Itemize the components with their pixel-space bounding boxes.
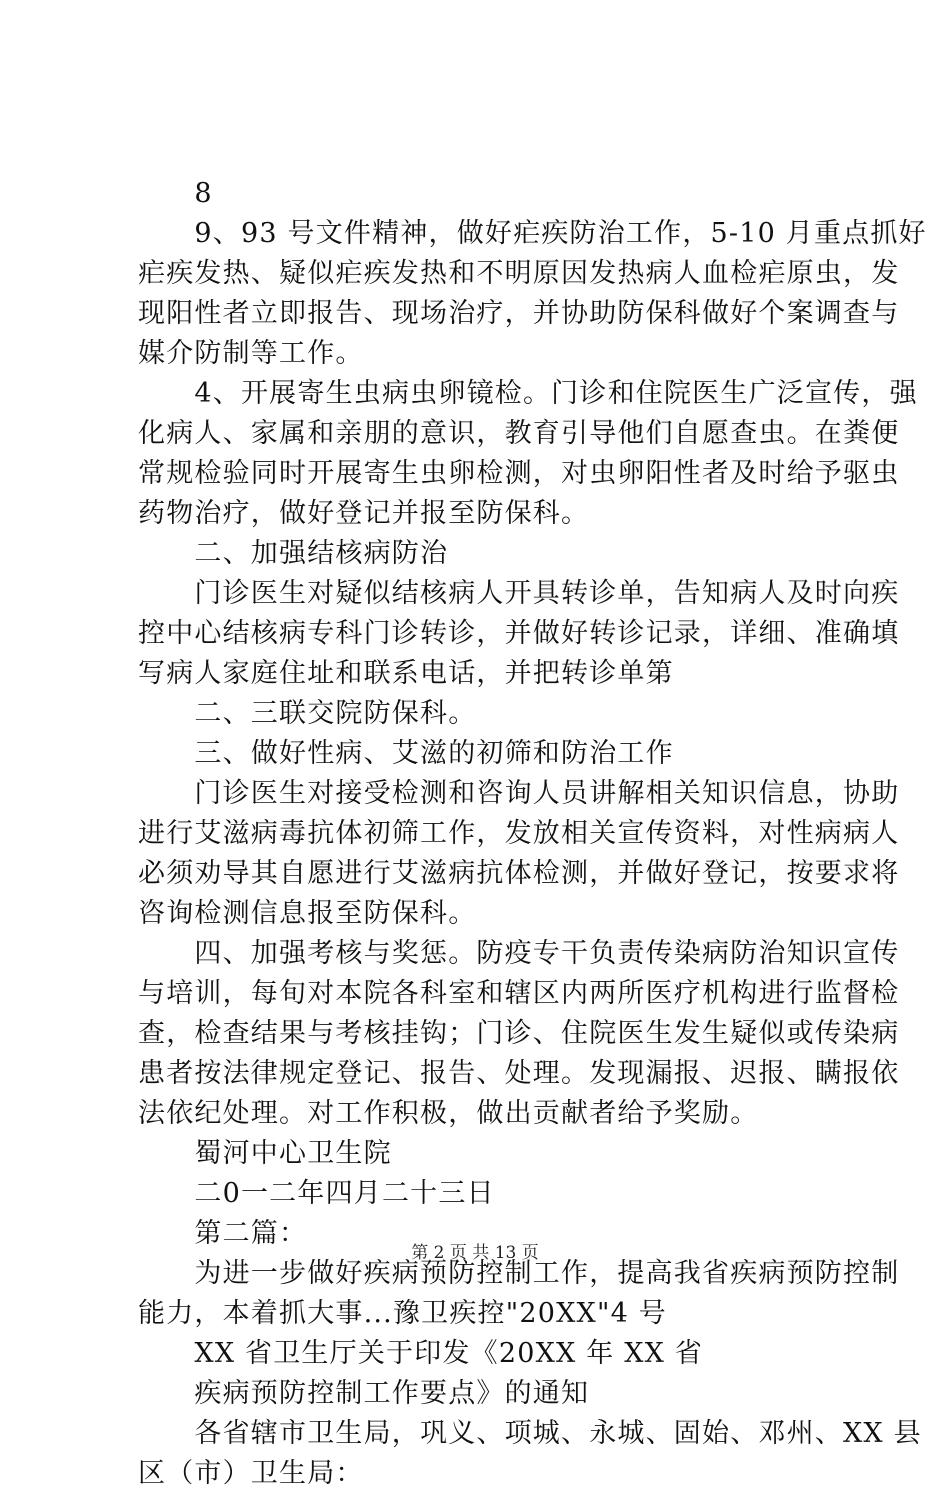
text-line: 4、开展寄生虫病虫卵镜检。门诊和住院医生广泛宣传，强 xyxy=(138,378,918,409)
text-line: 药物治疗，做好登记并报至防保科。 xyxy=(138,498,590,529)
text-line: 9、93 号文件精神，做好疟疾防治工作，5-10 月重点抓好 xyxy=(138,218,927,249)
text-line: 写病人家庭住址和联系电话，并把转诊单第 xyxy=(138,658,674,689)
text-line: 进行艾滋病毒抗体初筛工作，发放相关宣传资料，对性病病人 xyxy=(138,818,900,849)
text-line: 与培训，每旬对本院各科室和辖区内两所医疗机构进行监督检 xyxy=(138,978,900,1009)
section-heading: 二、加强结核病防治 xyxy=(138,538,449,569)
text-line: 疟疾发热、疑似疟疾发热和不明原因发热病人血检疟原虫，发 xyxy=(138,258,900,289)
document-body xyxy=(138,174,927,1494)
text-line: 四、加强考核与奖惩。防疫专干负责传染病防治知识宣传 xyxy=(138,938,900,969)
part-heading: 第二篇： xyxy=(138,1218,308,1249)
text-line: 能力，本着抓大事...豫卫疾控"20XX"4 号 xyxy=(138,1298,667,1329)
text-line: 8 xyxy=(138,178,213,209)
text-line: 二、三联交院防保科。 xyxy=(138,698,477,729)
signature-org: 蜀河中心卫生院 xyxy=(138,1138,392,1169)
text-line: 患者按法律规定登记、报告、处理。发现漏报、迟报、瞒报依 xyxy=(138,1058,900,1089)
text-line: XX 省卫生厅关于印发《20XX 年 XX 省 xyxy=(138,1338,704,1369)
text-line: 门诊医生对疑似结核病人开具转诊单，告知病人及时向疾 xyxy=(138,578,900,609)
section-heading: 三、做好性病、艾滋的初筛和防治工作 xyxy=(138,738,674,769)
text-line: 门诊医生对接受检测和咨询人员讲解相关知识信息，协助 xyxy=(138,778,900,809)
text-line: 为进一步做好疾病预防控制工作，提高我省疾病预防控制 xyxy=(138,1258,900,1289)
text-line: 查，检查结果与考核挂钩；门诊、住院医生发生疑似或传染病 xyxy=(138,1018,900,1049)
text-line: 各省辖市卫生局，巩义、项城、永城、固始、邓州、XX 县 xyxy=(138,1418,922,1449)
text-line: 媒介防制等工作。 xyxy=(138,338,364,369)
page-number-footer: 第 2 页 共 13 页 xyxy=(411,1243,539,1263)
text-line: 疾病预防控制工作要点》的通知 xyxy=(138,1378,590,1409)
text-line: 必须劝导其自愿进行艾滋病抗体检测，并做好登记，按要求将 xyxy=(138,858,900,889)
text-line: 控中心结核病专科门诊转诊，并做好转诊记录，详细、准确填 xyxy=(138,618,900,649)
text-line: 常规检验同时开展寄生虫卵检测，对虫卵阳性者及时给予驱虫 xyxy=(138,458,900,489)
text-line: 咨询检测信息报至防保科。 xyxy=(138,898,477,929)
text-line: 化病人、家属和亲朋的意识，教育引导他们自愿查虫。在粪便 xyxy=(138,418,900,449)
text-line: 现阳性者立即报告、现场治疗，并协助防保科做好个案调查与 xyxy=(138,298,900,329)
text-line: 区（市）卫生局： xyxy=(138,1458,364,1489)
signature-date: 二0一二年四月二十三日 xyxy=(138,1178,495,1209)
text-line: 法依纪处理。对工作积极，做出贡献者给予奖励。 xyxy=(138,1098,759,1129)
